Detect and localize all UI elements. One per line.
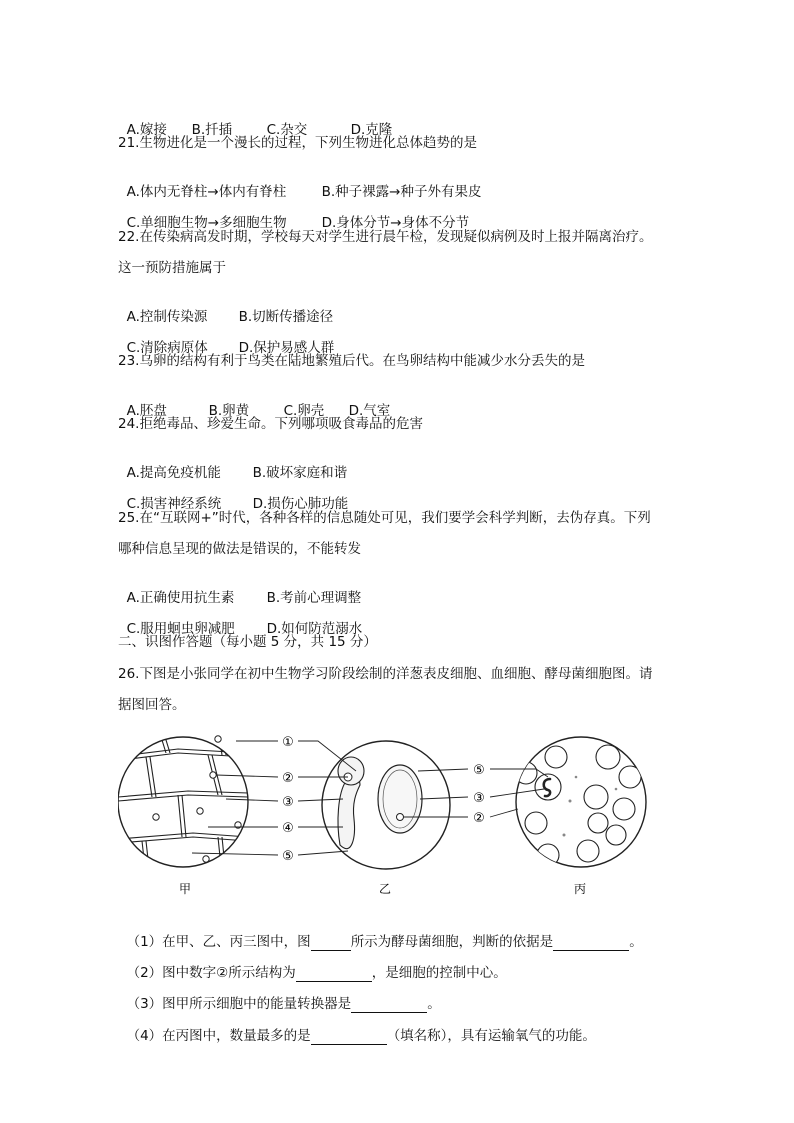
- q26-sub3: [118, 977, 441, 1013]
- q25-option-b: B.考前心理调整: [266, 590, 362, 606]
- q21-option-c: C.单细胞生物→多细胞生物: [126, 215, 287, 231]
- q25-stem-line1: 25.在“互联网+”时代，各种各样的信息随处可见，我们要学会科学判断，去伪存真。下列: [118, 510, 651, 526]
- q20-option-b: B.扦插: [191, 122, 233, 138]
- q24-stem: 24.拒绝毒品、珍爱生命。下列哪项吸食毒品的危害: [118, 416, 423, 432]
- q21-option-a: A.体内无脊柱→体内有脊柱: [126, 184, 287, 200]
- q24-option-d: D.损伤心肺功能: [252, 496, 349, 512]
- q26-sub1-prefix: （1）在甲、乙、丙三图中，图: [126, 934, 311, 950]
- q26-sub2-suffix: ，是细胞的控制中心。: [371, 965, 507, 981]
- q20-option-c: C.杂交: [266, 122, 308, 138]
- q23-option-d: D.气室: [348, 403, 391, 419]
- q21-option-d: D.身体分节→身体不分节: [321, 215, 470, 231]
- q20-option-a: A.嫁接: [126, 122, 167, 138]
- cell-diagram-figure: [118, 727, 678, 907]
- q26-sub2-prefix: （2）图中数字②所示结构为: [126, 965, 296, 981]
- q23-stem: 23.乌卵的结构有利于鸟类在陆地繁殖后代。在鸟卵结构中能减少水分丢失的是: [118, 353, 585, 369]
- blood-cells-drawing: [515, 737, 646, 867]
- q26-sub3-end: 。: [427, 996, 441, 1012]
- q25-option-a: A.正确使用抗生素: [126, 590, 235, 606]
- q26-stem-line1: 26.下图是小张同学在初中生物学习阶段绘制的洋葱表皮细胞、血细胞、酵母菌细胞图。请: [118, 666, 653, 682]
- q26-sub1-end: 。: [629, 934, 643, 950]
- q26-sub4-suffix: （填名称），具有运输氧气的功能。: [386, 1028, 596, 1044]
- q24-option-b: B.破坏家庭和谐: [252, 465, 348, 481]
- figure-label-num-1: ①: [282, 735, 294, 750]
- q26-sub4-blank[interactable]: [311, 1030, 387, 1045]
- q22-stem-line2: 这一预防措施属于: [118, 260, 226, 276]
- q26-sub4: [118, 1009, 596, 1045]
- q25-option-c: C.服用蛔虫卵减肥: [126, 621, 235, 637]
- q26-sub4-prefix: （4）在丙图中，数量最多的是: [126, 1028, 311, 1044]
- q20-option-d: D.克隆: [350, 122, 393, 138]
- figure-label-yi: 乙: [378, 882, 392, 896]
- onion-epidermal-cells-drawing: [118, 727, 248, 877]
- figure-label-num-3-jia: ③: [282, 795, 294, 810]
- q24-option-a: A.提高免疫机能: [126, 465, 221, 481]
- q22-option-b: B.切断传播途径: [238, 309, 334, 325]
- q25-stem-line2: 哪种信息呈现的做法是错误的，不能转发: [118, 541, 361, 557]
- figure-label-num-3-bing: ③: [473, 791, 485, 806]
- figure-label-bing: 丙: [573, 882, 587, 896]
- q22-option-a: A.控制传染源: [126, 309, 208, 325]
- figure-label-num-2-jia: ②: [282, 771, 294, 786]
- q22-stem-line1: 22.在传染病高发时期，学校每天对学生进行晨午检，发现疑似病例及时上报并隔离治疗。: [118, 229, 653, 245]
- q21-options-row2: [118, 196, 469, 232]
- figure-label-num-4: ④: [282, 821, 294, 836]
- q23-option-a: A.胚盘: [126, 403, 167, 419]
- q25-option-d: D.如何防范溺水: [266, 621, 363, 637]
- yeast-cell-drawing: [322, 741, 450, 869]
- q21-stem: 21.生物进化是一个漫长的过程，下列生物进化总体趋势的是: [118, 135, 477, 151]
- q26-stem-line2: 据图回答。: [118, 697, 186, 713]
- q26-sub3-prefix: （3）图甲所示细胞中的能量转换器是: [126, 996, 352, 1012]
- q22-option-d: D.保护易感人群: [238, 340, 335, 356]
- q21-option-b: B.种子裸露→种子外有果皮: [321, 184, 482, 200]
- q24-options-row2: [118, 477, 348, 513]
- figure-label-jia: 甲: [178, 882, 192, 896]
- figure-label-num-5-jia: ⑤: [282, 849, 294, 864]
- q26-sub1-middle: 所示为酵母菌细胞，判断的依据是: [350, 934, 554, 950]
- figure-label-num-2-bing: ②: [473, 811, 485, 826]
- q23-option-b: B.卵黄: [208, 403, 250, 419]
- section-two-title: 二、识图作答题（每小题 5 分，共 15 分）: [118, 634, 377, 650]
- q26-sub1-blank-reason[interactable]: [553, 936, 629, 951]
- q23-option-c: C.卵壳: [283, 403, 325, 419]
- figure-label-num-5-bing: ⑤: [473, 763, 485, 778]
- q24-option-c: C.损害神经系统: [126, 496, 222, 512]
- q22-option-c: C.清除病原体: [126, 340, 208, 356]
